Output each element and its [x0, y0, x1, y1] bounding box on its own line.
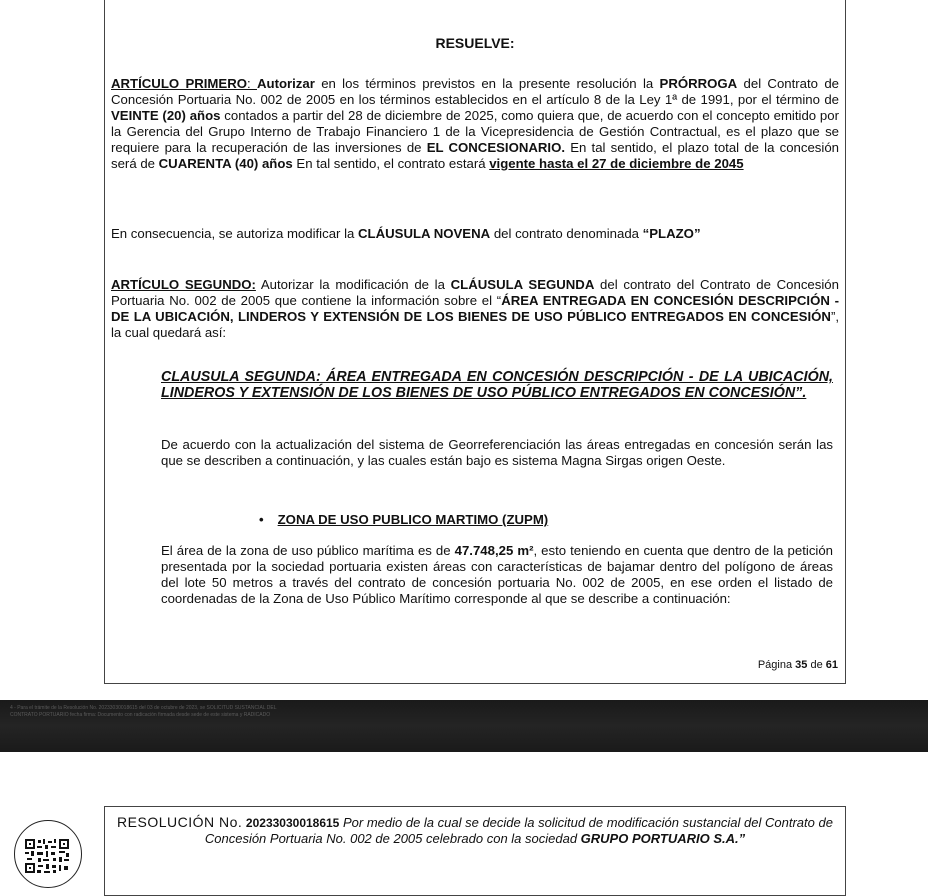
page-number: Página 35 de 61 — [757, 659, 838, 671]
page-separator-band — [0, 700, 928, 752]
consecuencia-paragraph: En consecuencia, se autoriza modificar la CLÁUSULA NOVENA del contrato denominada “PLAZO” — [111, 226, 701, 241]
area-valor: 47.748,25 m² — [454, 543, 534, 558]
vigencia-fecha: vigente hasta el 27 de diciembre de 2045 — [489, 156, 744, 171]
resolucion-header: RESOLUCIÓN No. 20233030018615 Por medio de la cual se decide la solicitud de modificación sustancial del Contrato de Concesión Portuaria No. 002 de 2005 celebrado con la sociedad GRUPO PORTUARIO S.A.” — [117, 814, 833, 846]
articulo-primero-label: ARTÍCULO PRIMERO — [111, 76, 247, 91]
articulo-primero: ARTÍCULO PRIMERO: Autorizar en los términos previstos en la presente resolución la PRÓRROGA del Contrato de Concesión Portuaria No. 002 de 2005 en los términos establecidos en el artículo 8 de la Ley 1ª de 1991, por el término de VEINTE (20) años contados a partir del 28 de diciembre de 2025, como quiera que, de acuerdo con el concepto emitido por la Gerencia del Grupo Interno de Trabajo Financiero 1 de la Vicepresidencia de Gestión Contractual, es el plazo que se requiere para la recuperación de las inversiones de EL CONCESIONARIO. En tal sentido, el plazo total de la concesión será de CUARENTA (40) años En tal sentido, el contrato estará vigente hasta el 27 de diciembre de 2045 — [111, 76, 839, 171]
bullet-icon: • — [259, 512, 264, 527]
resolucion-label: RESOLUCIÓN No. — [117, 814, 243, 830]
qr-code-seal — [14, 820, 82, 888]
georreferenciacion-paragraph: De acuerdo con la actualización del sistema de Georreferenciación las áreas entregadas en concesión serán las que se describen a continuación, y las cuales están bajo es sistema Magna Sirgas origen Oeste. — [161, 437, 833, 468]
qr-code-icon — [25, 839, 69, 875]
zona-bullet-item — [259, 512, 548, 528]
next-page-header — [104, 806, 846, 896]
area-paragraph: El área de la zona de uso público marítima es de 47.748,25 m², esto teniendo en cuenta que dentro de la petición presentada por la sociedad portuaria existen áreas con características de bajamar dentro del polígono de áreas del lote 50 metros a través del contrato de concesión portuaria No. 002 de 2005, en ese orden el listado de coordenadas de la Zona de Uso Público Marítimo corresponde al que se describe a continuación: — [161, 543, 834, 606]
articulo-segundo-label: ARTÍCULO SEGUNDO: — [111, 277, 256, 292]
resuelve-heading: RESUELVE: — [435, 35, 515, 51]
resolucion-numero: 20233030018615 — [245, 816, 340, 830]
band-footnote: 4 - Para el trámite de la Resolución No. 20233030018615 del 03 de octubre de 2023, se SOLICITUD SUSTANCIAL DEL CONTRATO PORTUARIO fecha firma: Documento con radicación firmada desde sede de este sistema y RADICADO — [10, 705, 277, 718]
articulo-segundo: ARTÍCULO SEGUNDO: Autorizar la modificación de la CLÁUSULA SEGUNDA del contrato del Contrato de Concesión Portuaria No. 002 de 2005 que contiene la información sobre el “ÁREA ENTREGADA EN CONCESIÓN DESCRIPCIÓN - DE LA UBICACIÓN, LINDEROS Y EXTENSIÓN DE LOS BIENES DE USO PÚBLICO ENTREGADOS EN CONCESIÓN”, la cual quedará así: — [111, 277, 839, 340]
document-page — [104, 0, 846, 684]
zona-heading: ZONA DE USO PUBLICO MARTIMO (ZUPM) — [277, 512, 549, 527]
sociedad-nombre: GRUPO PORTUARIO S.A. — [580, 831, 739, 846]
clausula-segunda-title: CLAUSULA SEGUNDA: ÁREA ENTREGADA EN CONCESIÓN DESCRIPCIÓN - DE LA UBICACIÓN, LINDEROS Y EXTENSIÓN DE LOS BIENES DE USO PÚBLICO ENTREGADOS EN CONCESIÓN”. — [161, 369, 833, 401]
